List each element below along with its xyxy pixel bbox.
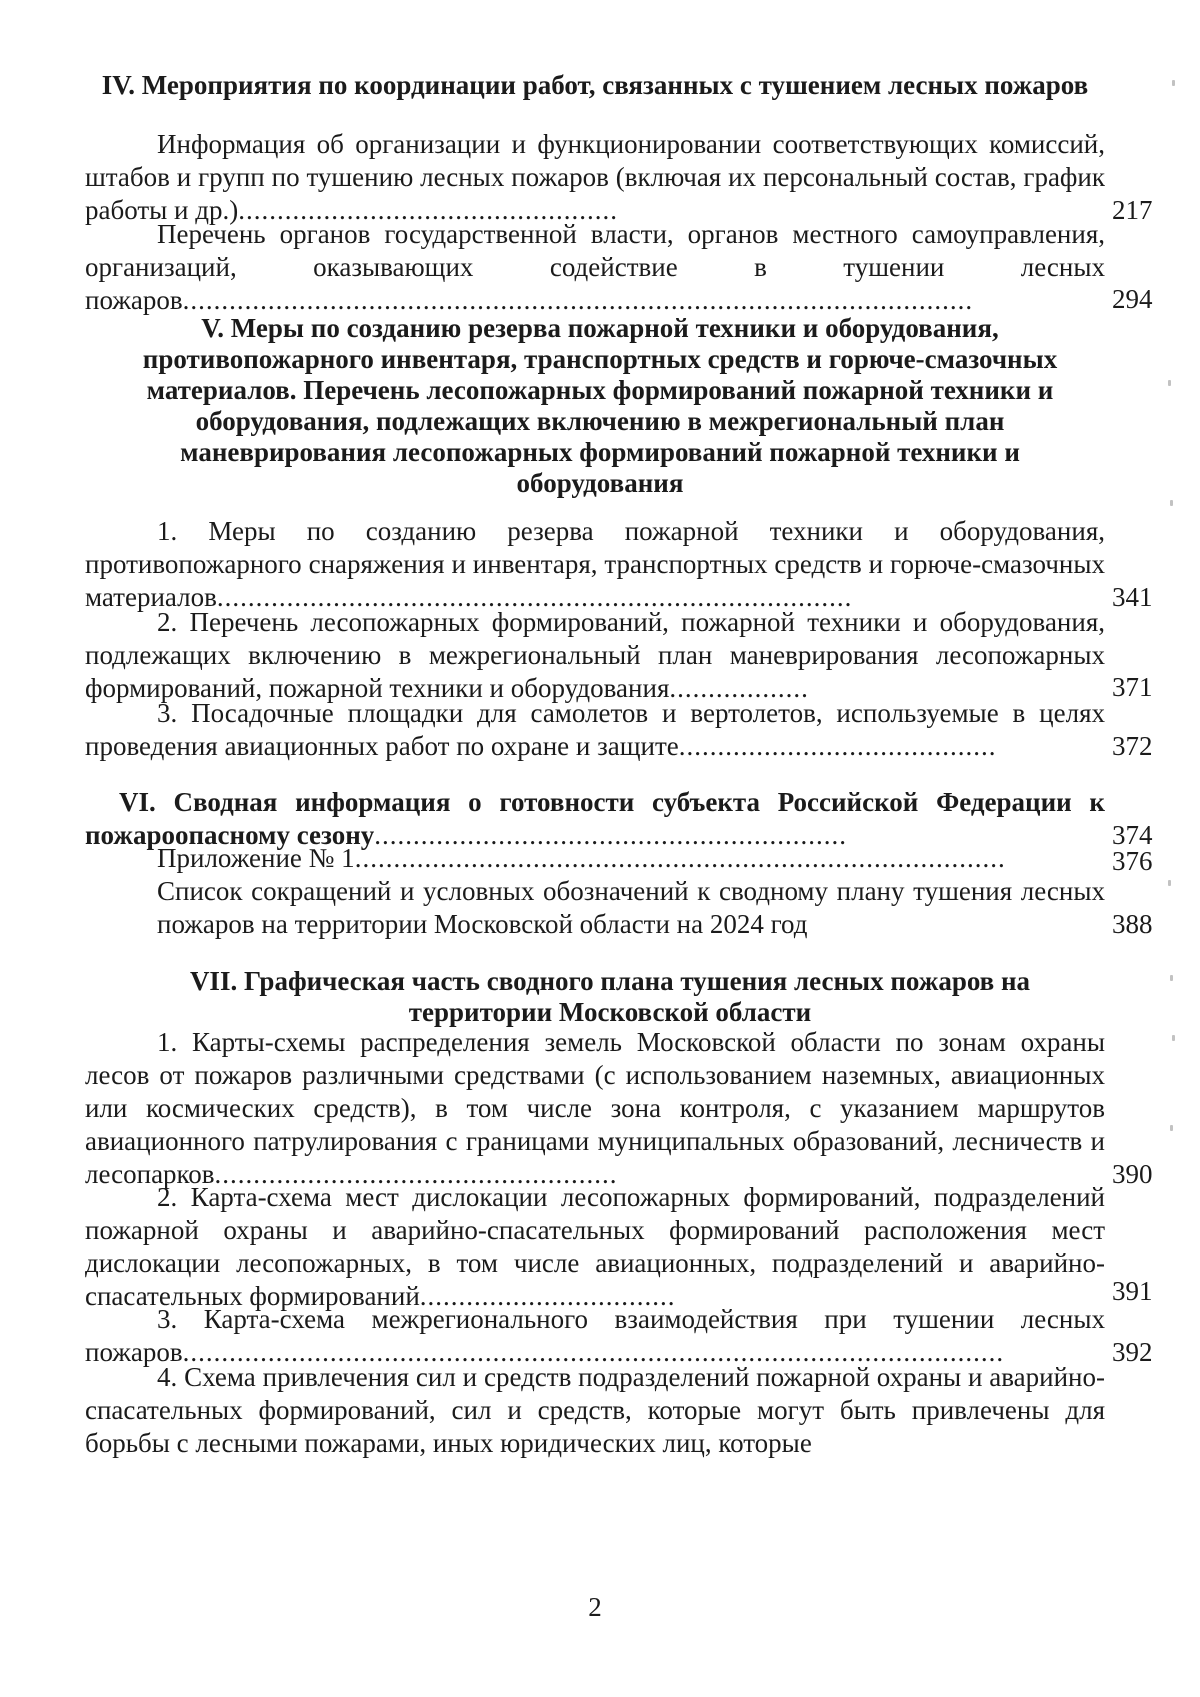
toc-entry-text: Перечень органов государственной власти, органов местного самоуправления, организаций, оказывающих содействие в тушении лесных пожаров...................................................................................................... (85, 219, 1105, 315)
scan-speck (1170, 500, 1173, 506)
toc-page-number: 294 (1112, 284, 1153, 314)
toc-entry (85, 1026, 1105, 1191)
toc-page-number: 391 (1112, 1276, 1153, 1306)
section-heading-vi: VI. Сводная информация о готовности субъекта Российской Федерации к пожароопасному сезону............................................................. (85, 787, 1105, 850)
toc-page-number: 392 (1112, 1337, 1153, 1367)
toc-entry (85, 218, 1105, 317)
toc-entry (85, 697, 1105, 763)
scan-speck (1170, 975, 1173, 981)
page-number: 2 (588, 1592, 602, 1622)
scan-speck (1172, 80, 1175, 86)
toc-page-number: 372 (1112, 731, 1153, 761)
toc-entry (85, 606, 1105, 705)
toc-entry-text: 1. Карты-схемы распределения земель Московской области по зонам охраны лесов от пожаров различными средствами (с использованием наземных, авиационных или космических средств), в том числе зона контроля, с указанием маршрутов авиационного патрулирования с границами муниципальных образований, лесничеств и лесопарков.................................................... (85, 1027, 1105, 1189)
toc-page-number: 217 (1112, 195, 1153, 225)
toc-page-number: 374 (1112, 820, 1153, 850)
toc-entry-text: Список сокращений и условных обозначений к сводному плану тушения лесных пожаров на территории Московской области на 2024 год (157, 876, 1105, 939)
toc-entry-text: 2. Карта-схема мест дислокации лесопожарных формирований, подразделений пожарной охраны и аварийно-спасательных формирований расположения мест дислокации лесопожарных, в том числе авиационных, подразделений и аварийно-спасательных формирований................................. (85, 1182, 1105, 1311)
toc-page-number: 341 (1112, 582, 1153, 612)
section-heading-v: V. Меры по созданию резерва пожарной техники и оборудования, противопожарного инвентаря, транспортных средств и горюче-смазочных материалов. Перечень лесопожарных формирований пожарной техники и оборудования, подлежащих включению в межрегиональный план маневрирования лесопожарных формирований пожарной техники и оборудования (142, 313, 1058, 498)
toc-entry (85, 842, 1105, 875)
toc-entry-text: Приложение № 1.................................................................................... (157, 843, 1006, 873)
toc-entry-text: Информация об организации и функционировании соответствующих комиссий, штабов и групп по тушению лесных пожаров (включая их персональный состав, график работы и др.)................................................. (85, 129, 1105, 225)
toc-page-number: 390 (1112, 1159, 1153, 1189)
toc-page-number: 376 (1112, 846, 1153, 876)
toc-entry-text: 1. Меры по созданию резерва пожарной техники и оборудования, противопожарного снаряжения и инвентаря, транспортных средств и горюче-смазочных материалов.................................................................................. (85, 516, 1105, 612)
toc-entry-text: 4. Схема привлечения сил и средств подразделений пожарной охраны и аварийно-спасательных формирований, сил и средств, которые могут быть привлечены для борьбы с лесными пожарами, иных юридических лиц, которые (85, 1362, 1105, 1458)
toc-page-number: 388 (1112, 909, 1153, 939)
scan-speck (1168, 380, 1171, 386)
toc-entry (85, 1303, 1105, 1369)
toc-entry (85, 1181, 1105, 1313)
toc-entry (85, 875, 1105, 941)
toc-entry (85, 515, 1105, 614)
section-heading-iv: IV. Мероприятия по координации работ, связанных с тушением лесных пожаров (101, 70, 1089, 100)
toc-page-number: 371 (1112, 672, 1153, 702)
scan-speck (1168, 880, 1171, 886)
toc-entry (85, 1361, 1105, 1460)
section-heading-vii: VII. Графическая часть сводного плана тушения лесных пожаров на территории Московской области (189, 966, 1031, 1027)
scan-speck (1170, 1125, 1173, 1131)
toc-entry (85, 128, 1105, 227)
toc-entry-text: 3. Посадочные площадки для самолетов и вертолетов, используемые в целях проведения авиационных работ по охране и защите......................................... (85, 698, 1105, 761)
toc-entry-text: 3. Карта-схема межрегионального взаимодействия при тушении лесных пожаров.......................................................................................................... (85, 1304, 1105, 1367)
toc-entry-text: 2. Перечень лесопожарных формирований, пожарной техники и оборудования, подлежащих включению в межрегиональный план маневрирования лесопожарных формирований, пожарной техники и оборудования.................. (85, 607, 1105, 703)
scan-speck (1172, 1035, 1175, 1041)
